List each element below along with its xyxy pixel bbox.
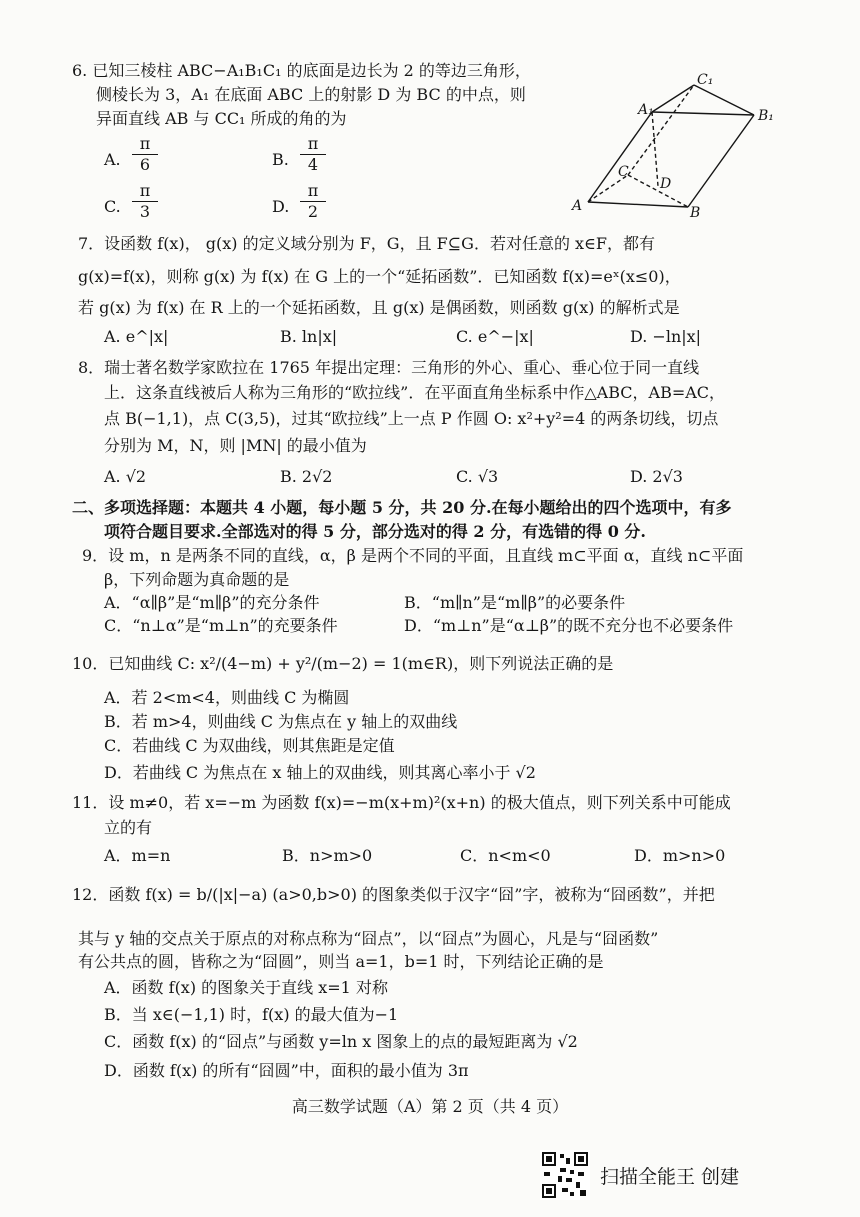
q8-option-d: D. 2√3 xyxy=(630,467,683,486)
q6-option-d-fraction: $\frac{\pi}{2}$ xyxy=(300,181,326,222)
q8-line-3: 点 B(−1,1)，点 C(3,5)，过其“欧拉线”上一点 P 作圆 O: x²+y²=4 的两条切线，切点 xyxy=(104,409,719,428)
q6-line-2: 侧棱长为 3，A₁ 在底面 ABC 上的射影 D 为 BC 的中点，则 xyxy=(96,85,526,104)
q7-option-d: D. −ln|x| xyxy=(630,327,702,346)
section-2-heading-line-1: 二、多项选择题：本题共 4 小题，每小题 5 分，共 20 分.在每小题给出的四个选项中，有多 xyxy=(72,498,732,517)
q12-option-c: C．函数 f(x) 的“囧点”与函数 y=ln x 图象上的点的最短距离为 √2 xyxy=(104,1032,578,1051)
q10-option-c: C．若曲线 C 为双曲线，则其焦距是定值 xyxy=(104,736,395,755)
prism-figure xyxy=(560,62,790,222)
q10-stem: 10．已知曲线 C: x²/(4−m) + y²/(m−2) = 1(m∈R)，则下列说法正确的是 xyxy=(72,654,614,673)
q9-option-b: B．“m∥n”是“m∥β”的必要条件 xyxy=(404,593,626,612)
q8-line-4: 分别为 M，N，则 |MN| 的最小值为 xyxy=(104,436,367,455)
q11-line-2: 立的有 xyxy=(104,818,153,837)
label-a1: A₁ xyxy=(638,102,654,118)
q8-option-b: B. 2√2 xyxy=(280,467,333,486)
scanner-watermark: 扫描全能王 创建 xyxy=(600,1166,740,1188)
q9-option-d: D．“m⊥n”是“α⊥β”的既不充分也不必要条件 xyxy=(404,616,734,635)
q11-option-d: D．m>n>0 xyxy=(634,846,726,865)
q6-option-d-label: D. xyxy=(272,197,290,216)
q12-stem: 12．函数 f(x) = b/(|x|−a) (a>0,b>0) 的图象类似于汉字“囧”字，被称为“囧函数”，并把 xyxy=(72,885,715,904)
q12-option-b: B．当 x∈(−1,1) 时，f(x) 的最大值为−1 xyxy=(104,1005,399,1024)
q6-option-b-fraction: $\frac{\pi}{4}$ xyxy=(300,134,326,175)
q6-option-c-fraction: $\frac{\pi}{3}$ xyxy=(132,181,158,222)
q6-line-3: 异面直线 AB 与 CC₁ 所成的角的为 xyxy=(96,109,347,128)
q6-option-b-label: B. xyxy=(272,150,289,169)
q9-option-c: C．“n⊥α”是“m⊥n”的充要条件 xyxy=(104,616,338,635)
q9-line-2: β，下列命题为真命题的是 xyxy=(104,570,290,589)
section-2-heading-line-2: 项符合题目要求.全部选对的得 5 分，部分选对的得 2 分，有选错的得 0 分. xyxy=(104,522,646,541)
q11-option-c: C．n<m<0 xyxy=(460,846,551,865)
q9-option-a: A．“α∥β”是“m∥β”的充分条件 xyxy=(104,593,320,612)
label-c: C xyxy=(618,164,629,180)
q7-line-1: 7．设函数 f(x)， g(x) 的定义域分别为 F，G，且 F⊆G．若对任意的 x∈F，都有 xyxy=(78,234,656,253)
label-d: D xyxy=(660,176,672,192)
q11-option-a: A．m=n xyxy=(104,846,171,865)
q8-line-2: 上．这条直线被后人称为三角形的“欧拉线”．在平面直角坐标系中作△ABC，AB=AC， xyxy=(104,383,726,402)
qr-code-icon xyxy=(540,1150,590,1200)
label-b1: B₁ xyxy=(758,108,774,124)
q6-option-a-fraction: $\frac{\pi}{6}$ xyxy=(132,134,158,175)
q9-line-1: 9．设 m，n 是两条不同的直线，α，β 是两个不同的平面，且直线 m⊂平面 α，直线 n⊂平面 xyxy=(82,546,744,565)
q6-line-1: 6. 已知三棱柱 ABC−A₁B₁C₁ 的底面是边长为 2 的等边三角形， xyxy=(72,61,531,80)
q8-option-c: C. √3 xyxy=(456,467,499,486)
q7-option-c: C. e^−|x| xyxy=(456,327,534,346)
q10-option-d: D．若曲线 C 为焦点在 x 轴上的双曲线，则其离心率小于 √2 xyxy=(104,763,536,782)
q10-option-b: B．若 m>4，则曲线 C 为焦点在 y 轴上的双曲线 xyxy=(104,712,458,731)
q7-line-3: 若 g(x) 为 f(x) 在 R 上的一个延拓函数，且 g(x) 是偶函数，则函数 g(x) 的解析式是 xyxy=(78,298,680,317)
q12-option-a: A．函数 f(x) 的图象关于直线 x=1 对称 xyxy=(104,978,388,997)
q7-option-a: A. e^|x| xyxy=(104,327,169,346)
q12-line-2: 其与 y 轴的交点关于原点的对称点称为“囧点”，以“囧点”为圆心，凡是与“囧函数” xyxy=(78,929,659,948)
q7-option-b: B. ln|x| xyxy=(280,327,338,346)
page-footer: 高三数学试题（A）第 2 页（共 4 页） xyxy=(291,1097,569,1116)
q12-option-d: D．函数 f(x) 的所有“囧圆”中，面积的最小值为 3π xyxy=(104,1061,469,1080)
q8-option-a: A. √2 xyxy=(104,467,147,486)
q11-option-b: B．n>m>0 xyxy=(282,846,373,865)
label-a: A xyxy=(572,198,583,214)
q10-option-a: A．若 2<m<4，则曲线 C 为椭圆 xyxy=(104,688,350,707)
q7-line-2: g(x)=f(x)，则称 g(x) 为 f(x) 在 G 上的一个“延拓函数”．已知函数 f(x)=eˣ(x≤0)， xyxy=(78,267,681,286)
label-c1: C₁ xyxy=(697,72,714,88)
q11-line-1: 11．设 m≠0，若 x=−m 为函数 f(x)=−m(x+m)²(x+n) 的极大值点，则下列关系中可能成 xyxy=(72,793,731,812)
q12-line-3: 有公共点的圆，皆称之为“囧圆”，则当 a=1，b=1 时，下列结论正确的是 xyxy=(78,952,604,971)
label-b: B xyxy=(690,205,701,221)
q6-option-c-label: C. xyxy=(104,197,121,216)
q6-option-a-label: A. xyxy=(104,150,121,169)
q8-line-1: 8．瑞士著名数学家欧拉在 1765 年提出定理：三角形的外心、重心、垂心位于同一直线 xyxy=(78,358,700,377)
